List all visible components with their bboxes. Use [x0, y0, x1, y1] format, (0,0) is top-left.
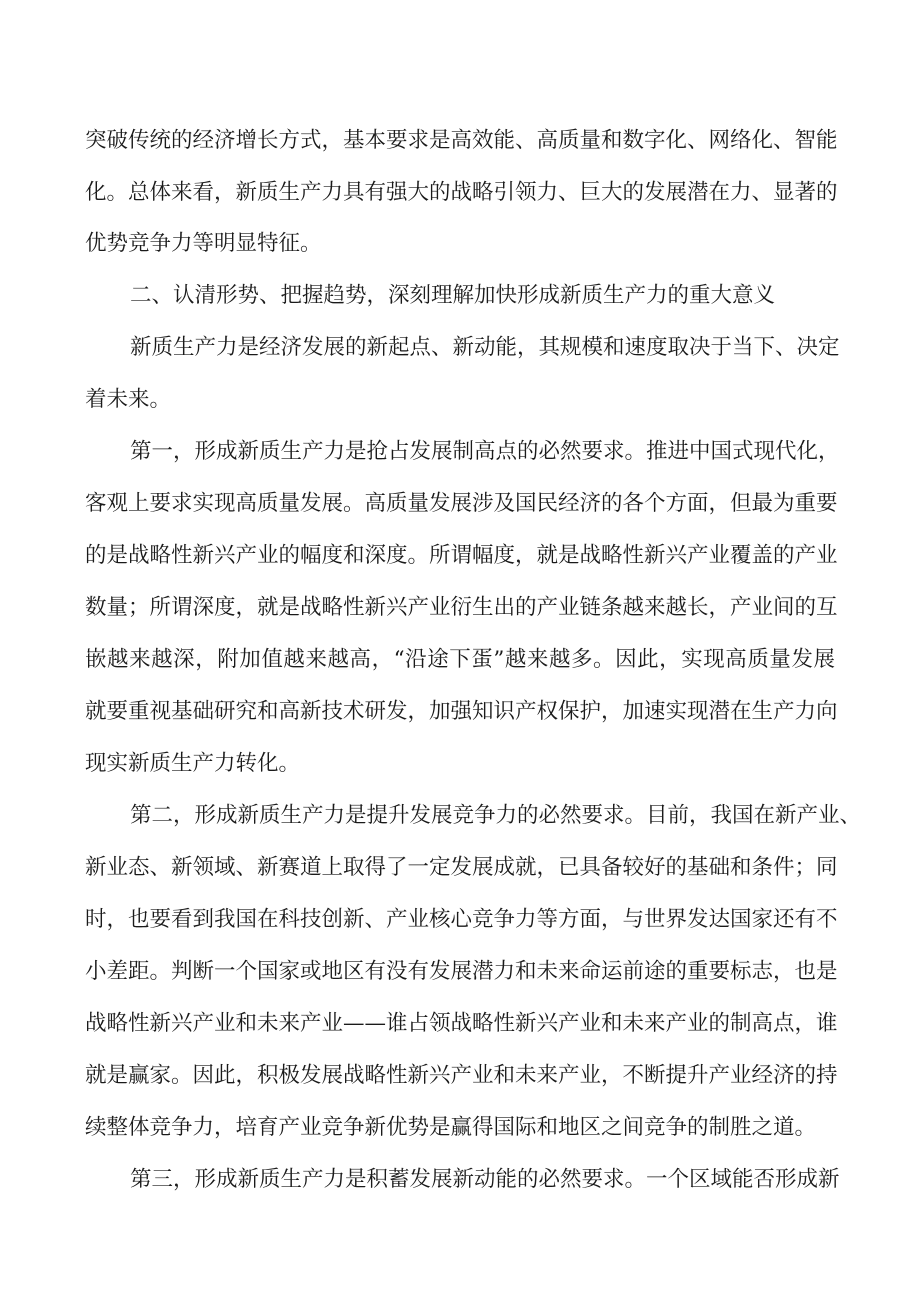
text-line: 现实新质生产力转化。	[85, 751, 301, 776]
text-line: 小差距。判断一个国家或地区有没有发展潜力和未来命运前途的重要标志，也是	[85, 959, 838, 984]
text-line: 第二，形成新质生产力是提升发展竞争力的必然要求。目前，我国在新产业、	[130, 803, 862, 828]
text-line: 优势竞争力等明显特征。	[85, 231, 322, 256]
text-line: 客观上要求实现高质量发展。高质量发展涉及国民经济的各个方面，但最为重要	[85, 491, 838, 516]
text-line: 新业态、新领域、新赛道上取得了一定发展成就，已具备较好的基础和条件；同	[85, 855, 838, 880]
text-line: 时，也要看到我国在科技创新、产业核心竞争力等方面，与世界发达国家还有不	[85, 907, 838, 932]
text-line: 着未来。	[85, 387, 172, 412]
section-heading: 二、认清形势、把握趋势，深刻理解加快形成新质生产力的重大意义	[130, 283, 776, 308]
text-line: 就要重视基础研究和高新技术研发，加强知识产权保护，加速实现潜在生产力向	[85, 699, 838, 724]
text-line: 续整体竞争力，培育产业竞争新优势是赢得国际和地区之间竞争的制胜之道。	[85, 1115, 817, 1140]
text-line: 嵌越来越深，附加值越来越高，“沿途下蛋”越来越多。因此，实现高质量发展	[85, 647, 835, 672]
text-line: 的是战略性新兴产业的幅度和深度。所谓幅度，就是战略性新兴产业覆盖的产业	[85, 543, 838, 568]
text-line: 第一，形成新质生产力是抢占发展制高点的必然要求。推进中国式现代化，	[130, 439, 840, 464]
text-line: 第三，形成新质生产力是积蓄发展新动能的必然要求。一个区域能否形成新	[130, 1167, 840, 1192]
text-line: 新质生产力是经济发展的新起点、新动能，其规模和速度取决于当下、决定	[130, 335, 840, 360]
text-line: 就是赢家。因此，积极发展战略性新兴产业和未来产业，不断提升产业经济的持	[85, 1063, 838, 1088]
text-line: 战略性新兴产业和未来产业——谁占领战略性新兴产业和未来产业的制高点，谁	[85, 1011, 838, 1036]
text-line: 突破传统的经济增长方式，基本要求是高效能、高质量和数字化、网络化、智能	[85, 128, 838, 153]
text-line: 化。总体来看，新质生产力具有强大的战略引领力、巨大的发展潜在力、显著的	[85, 180, 838, 205]
text-line: 数量；所谓深度，就是战略性新兴产业衍生出的产业链条越来越长，产业间的互	[85, 595, 838, 620]
